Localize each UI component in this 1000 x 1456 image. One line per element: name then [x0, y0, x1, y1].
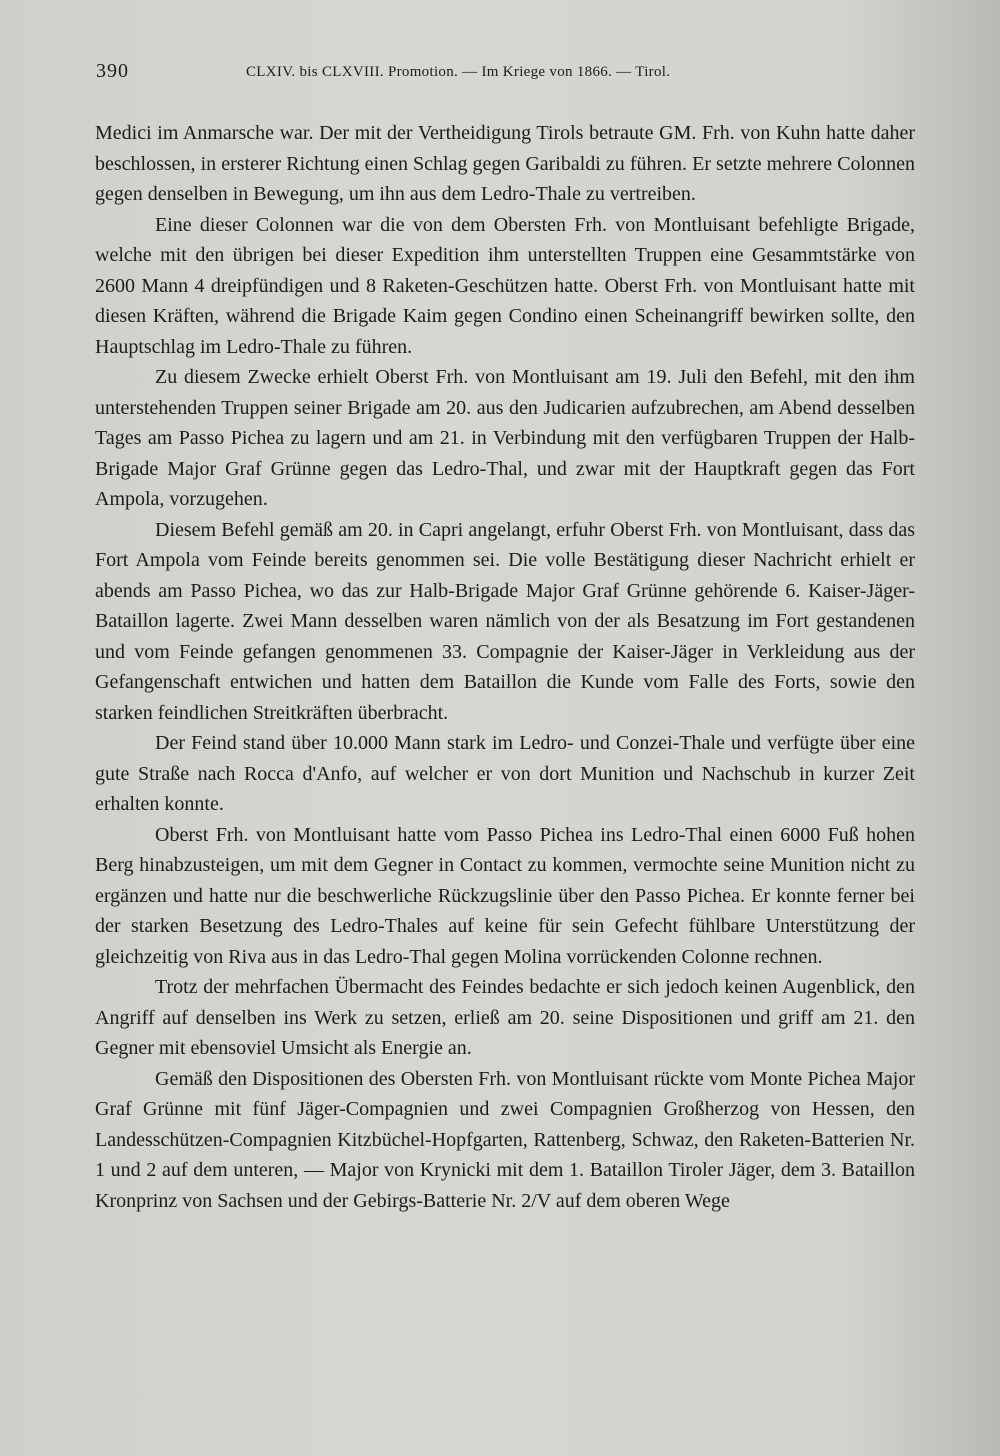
paragraph: Trotz der mehrfachen Übermacht des Feindes bedachte er sich jedoch keinen Augenblick, den Angriff auf denselben ins Werk zu setzen, erließ am 20. seine Dispositionen und griff am 21. den Gegner mit ebensoviel Umsicht als Energie an. — [95, 976, 915, 1059]
paragraph: Der Feind stand über 10.000 Mann stark im Ledro- und Conzei-Thale und verfügte über eine gute Straße nach Rocca d'Anfo, auf welcher er von dort Munition und Nachschub in kurzer Zeit erhalten konnte. — [95, 732, 915, 815]
page-number: 390 — [96, 60, 129, 82]
paragraph: Oberst Frh. von Montluisant hatte vom Passo Pichea ins Ledro-Thal einen 6000 Fuß hohen Berg hinabzusteigen, um mit dem Gegner in Contact zu kommen, vermochte seine Munition nicht zu ergänzen und hatte nur die beschwerliche Rückzugslinie über den Passo Pichea. Er konnte ferner bei der starken Besetzung des Ledro-Thales auf keine für sein Gefecht fühlbare Unterstützung der gleichzeitig von Riva aus in das Ledro-Thal gegen Molina vorrückenden Colonne rechnen. — [95, 823, 915, 968]
paragraph: Zu diesem Zwecke erhielt Oberst Frh. von Montluisant am 19. Juli den Befehl, mit den ihm unterstehenden Truppen seiner Brigade am 20. aus den Judicarien aufzubrechen, am Abend desselben Tages am Passo Pichea zu lagern und am 21. in Verbindung mit den verfügbaren Truppen der Halb-Brigade Major Graf Grünne gegen das Ledro-Thal, und zwar mit der Hauptkraft gegen das Fort Ampola, vorzugehen. — [95, 366, 915, 510]
page-header — [96, 60, 916, 90]
body-text — [95, 118, 915, 1216]
running-head: CLXIV. bis CLXVIII. Promotion. — Im Kriege von 1866. — Tirol. — [246, 64, 671, 80]
paragraph: Gemäß den Dispositionen des Obersten Frh. von Montluisant rückte vom Monte Pichea Major Graf Grünne mit fünf Jäger-Compagnien und zwei Compagnien Großherzog von Hessen, den Landesschützen-Compagnien Kitzbüchel-Hopfgarten, Rattenberg, Schwaz, den Raketen-Batterien Nr. 1 und 2 auf dem unteren, — Major von Krynicki mit dem 1. Bataillon Tiroler Jäger, dem 3. Bataillon Kronprinz von Sachsen und der Gebirgs-Batterie Nr. 2/V auf dem oberen Wege — [95, 1067, 915, 1212]
paragraph: Medici im Anmarsche war. Der mit der Vertheidigung Tirols betraute GM. Frh. von Kuhn hatte daher beschlossen, in ersterer Richtung einen Schlag gegen Garibaldi zu führen. Er setzte mehrere Colonnen gegen denselben in Bewegung, um ihn aus dem Ledro-Thale zu vertreiben. — [95, 122, 915, 205]
paragraph: Eine dieser Colonnen war die von dem Obersten Frh. von Montluisant befehligte Brigade, welche mit den übrigen bei dieser Expedition ihm unterstellten Truppen eine Gesammtstärke von 2600 Mann 4 dreipfündigen und 8 Raketen-Geschützen hatte. Oberst Frh. von Montluisant hatte mit diesen Kräften, während die Brigade Kaim gegen Condino einen Scheinangriff bewirken sollte, den Hauptschlag im Ledro-Thale zu führen. — [95, 213, 915, 358]
paragraph: Diesem Befehl gemäß am 20. in Capri angelangt, erfuhr Oberst Frh. von Montluisant, dass das Fort Ampola vom Feinde bereits genommen sei. Die volle Bestätigung dieser Nachricht erhielt er abends am Passo Pichea, wo das zur Halb-Brigade Major Graf Grünne gehörende 6. Kaiser-Jäger-Bataillon lagerte. Zwei Mann desselben waren nämlich von der als Besatzung im Fort gestandenen und vom Feinde gefangen genommenen 33. Compagnie der Kaiser-Jäger in Verkleidung aus der Gefangenschaft entwichen und hatten dem Bataillon die Kunde vom Falle des Forts, sowie den starken feindlichen Streitkräften überbracht. — [95, 518, 915, 724]
